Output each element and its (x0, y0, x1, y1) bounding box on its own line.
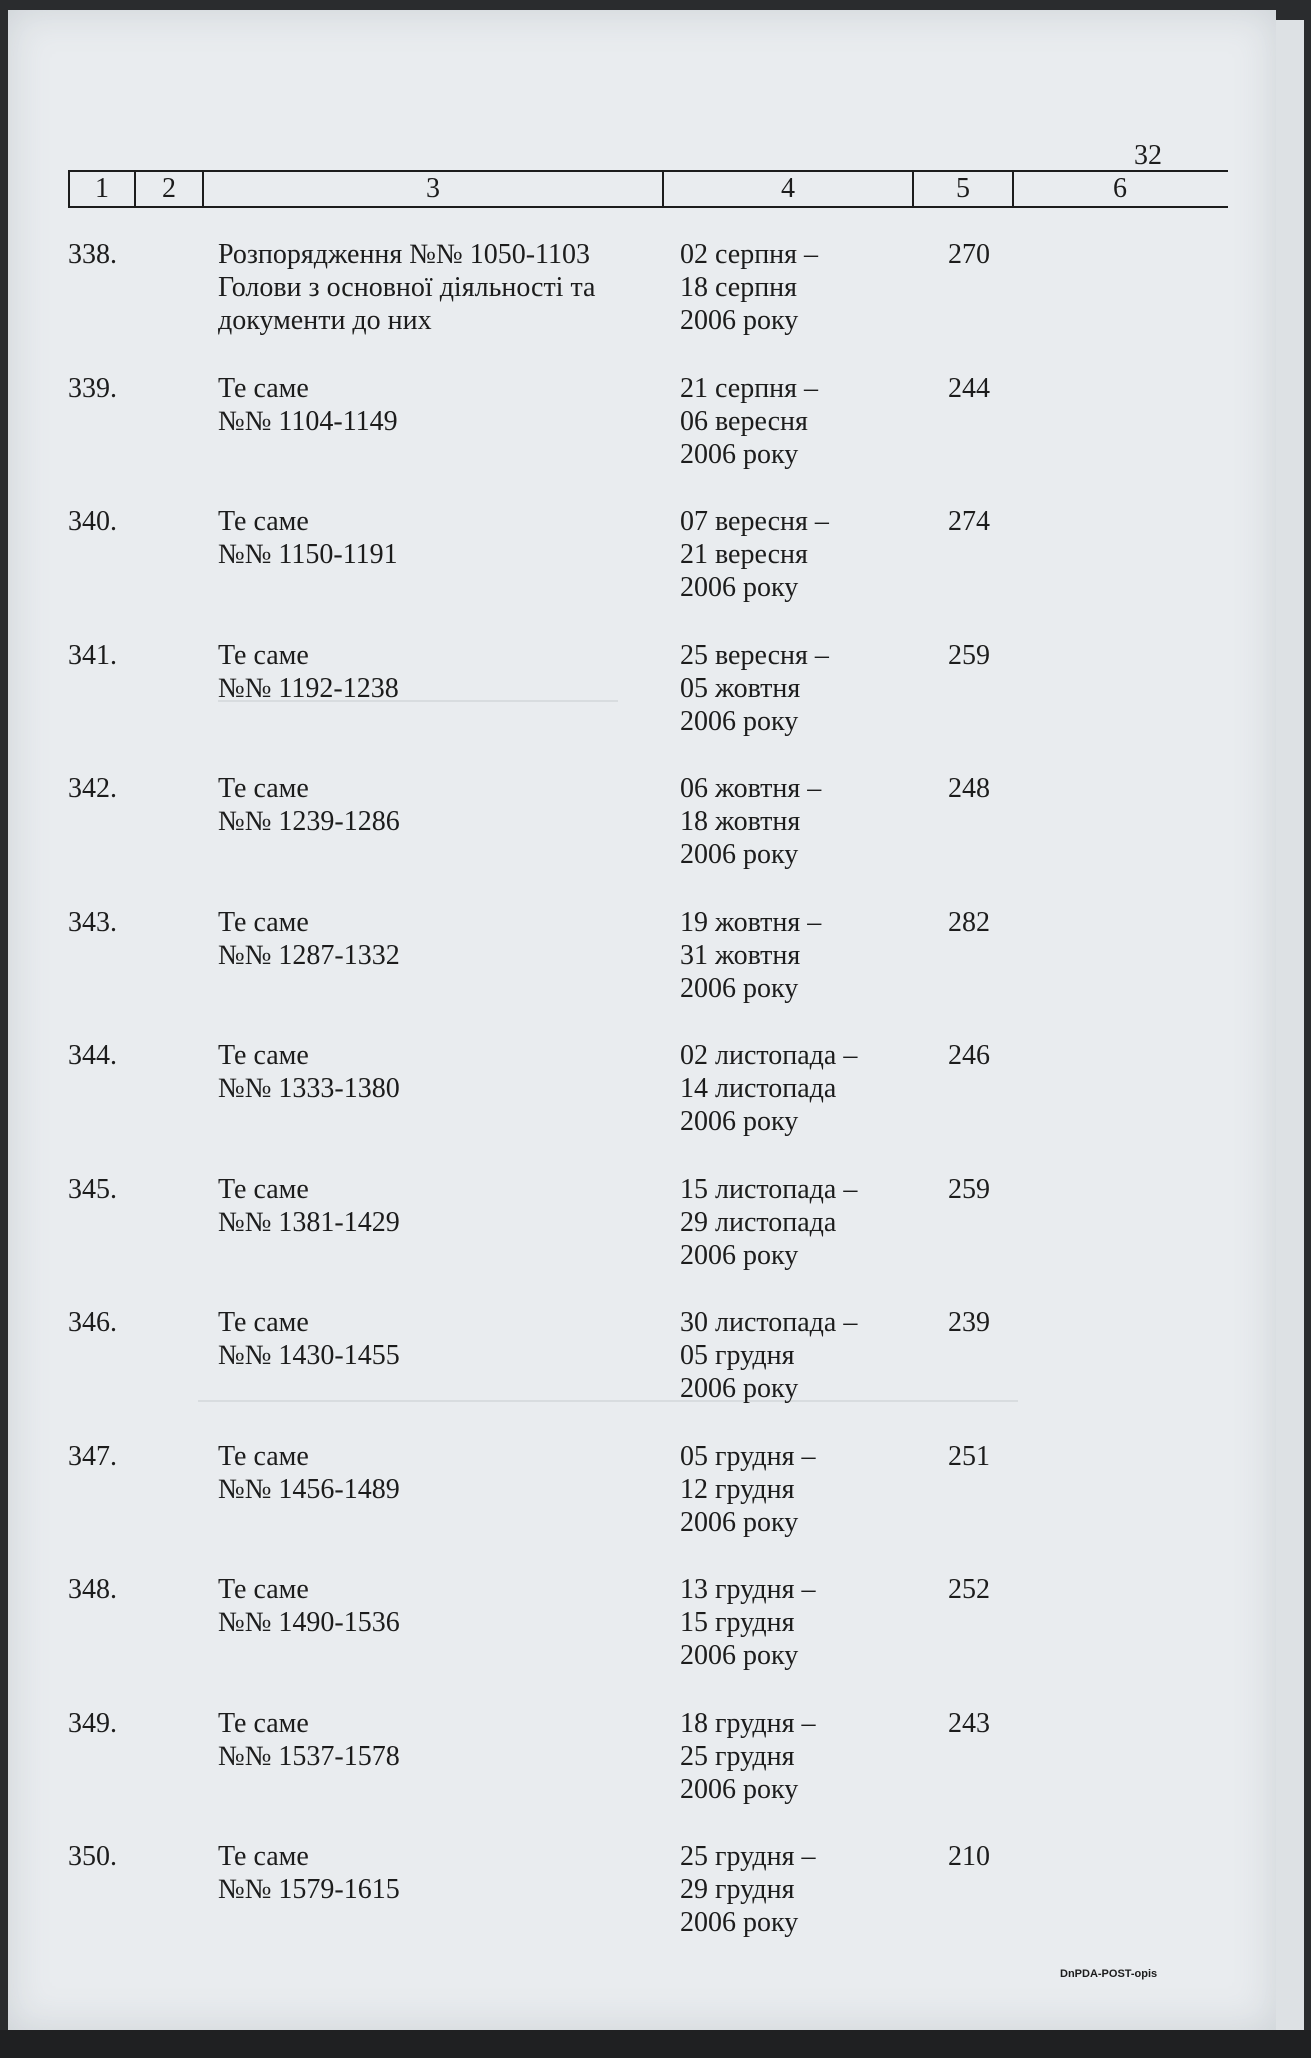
item-date-line: 2006 року (680, 438, 799, 470)
item-number: 348. (68, 1574, 117, 1605)
item-title-line: №№ 1381-1429 (218, 1206, 400, 1238)
item-date-line: 06 вересня (680, 405, 808, 437)
item-sheet-count: 243 (948, 1707, 990, 1739)
table-row (8, 505, 1276, 639)
item-date-line: 2006 року (680, 705, 799, 737)
item-date-line: 2006 року (680, 972, 799, 1004)
document-page (8, 10, 1276, 2030)
table-row (8, 1173, 1276, 1307)
table-row (8, 1707, 1276, 1841)
table-row (8, 238, 1276, 372)
item-number: 349. (68, 1707, 117, 1739)
item-date-line: 19 жовтня – (680, 906, 822, 938)
table-body (8, 238, 1276, 1974)
table-row (8, 1840, 1276, 1974)
item-title (218, 772, 668, 838)
item-number: 342. (68, 773, 117, 804)
item-sheet-count: 274 (948, 506, 990, 537)
item-title (218, 1440, 668, 1506)
item-dates (680, 505, 930, 604)
item-date-line: 29 грудня (680, 1874, 795, 1905)
page-number: 32 (1134, 140, 1162, 171)
header-col-6: 6 (1113, 173, 1127, 204)
item-date-line: 06 жовтня – (680, 773, 822, 804)
scan-background (0, 2030, 1311, 2058)
item-dates (680, 1306, 930, 1405)
item-title-line: документи до них (218, 305, 432, 336)
item-dates (680, 1440, 930, 1539)
item-title (218, 639, 668, 705)
item-date-line: 13 грудня – (680, 1574, 816, 1605)
item-date-line: 2006 року (680, 839, 799, 870)
item-dates (680, 1039, 930, 1138)
item-dates (680, 772, 930, 871)
item-title (218, 238, 668, 337)
item-title-line: Розпорядження №№ 1050-1103 (218, 239, 591, 270)
item-title-line: Те саме (218, 1841, 309, 1872)
header-col-1: 1 (70, 172, 136, 206)
item-sheet-count: 246 (948, 1040, 990, 1071)
item-dates (680, 1707, 930, 1806)
item-title-line: Голови з основної діяльності та (218, 272, 596, 303)
item-date-line: 15 листопада – (680, 1173, 858, 1205)
item-date-line: 2006 року (680, 1373, 799, 1404)
item-date-line: 18 жовтня (680, 806, 801, 837)
item-title-line: №№ 1456-1489 (218, 1473, 400, 1505)
item-date-line: 2006 року (680, 572, 799, 603)
item-number: 346. (68, 1307, 117, 1338)
table-row (8, 772, 1276, 906)
item-number: 338. (68, 239, 117, 270)
item-date-line: 02 листопада – (680, 1040, 858, 1071)
item-date-line: 25 вересня – (680, 639, 829, 671)
item-title (218, 1306, 668, 1372)
item-date-line: 25 грудня – (680, 1841, 816, 1872)
item-sheet-count: 210 (948, 1841, 990, 1872)
table-row (8, 1306, 1276, 1440)
item-title-line: №№ 1239-1286 (218, 806, 400, 837)
item-date-line: 2006 року (680, 1506, 799, 1538)
item-sheet-count: 270 (948, 239, 990, 270)
item-number: 343. (68, 906, 117, 938)
item-sheet-count: 282 (948, 906, 990, 938)
item-dates (680, 372, 930, 471)
table-header (68, 170, 1228, 208)
item-title-line: №№ 1490-1536 (218, 1607, 400, 1638)
item-number: 345. (68, 1173, 117, 1205)
item-title-line: №№ 1192-1238 (218, 672, 399, 704)
item-date-line: 2006 року (680, 1239, 799, 1271)
item-title (218, 1039, 668, 1105)
page-edge (1276, 20, 1304, 2030)
item-sheet-count: 239 (948, 1307, 990, 1338)
item-title-line: Те саме (218, 506, 309, 537)
item-title-line: Те саме (218, 372, 309, 404)
header-col-3: 3 (204, 172, 664, 206)
item-title-line: №№ 1333-1380 (218, 1073, 400, 1104)
item-dates (680, 1173, 930, 1272)
item-dates (680, 1573, 930, 1672)
table-row (8, 906, 1276, 1040)
item-date-line: 05 грудня – (680, 1440, 816, 1472)
item-title-line: Те саме (218, 906, 309, 938)
table-row (8, 1039, 1276, 1173)
item-dates (680, 906, 930, 1005)
header-col-5: 5 (914, 172, 1014, 206)
item-date-line: 05 грудня (680, 1340, 795, 1371)
item-title (218, 1573, 668, 1639)
item-title-line: Те саме (218, 1307, 309, 1338)
item-date-line: 2006 року (680, 1773, 799, 1805)
item-title-line: Те саме (218, 1040, 309, 1071)
item-title-line: Те саме (218, 773, 309, 804)
item-title-line: №№ 1104-1149 (218, 405, 398, 437)
item-sheet-count: 251 (948, 1440, 990, 1472)
item-sheet-count: 244 (948, 372, 990, 404)
item-date-line: 07 вересня – (680, 506, 829, 537)
item-title-line: Те саме (218, 639, 309, 671)
item-sheet-count: 259 (948, 1173, 990, 1205)
item-date-line: 21 серпня – (680, 372, 819, 404)
item-date-line: 2006 року (680, 1106, 799, 1137)
item-date-line: 25 грудня (680, 1740, 795, 1772)
item-date-line: 21 вересня (680, 539, 808, 570)
item-title (218, 505, 668, 571)
item-number: 347. (68, 1440, 117, 1472)
item-title-line: №№ 1537-1578 (218, 1740, 400, 1772)
item-date-line: 12 грудня (680, 1473, 795, 1505)
item-number: 344. (68, 1040, 117, 1071)
table-row (8, 372, 1276, 506)
item-title-line: Те саме (218, 1574, 309, 1605)
archive-stamp: DnPDA-POST-opis (1060, 1968, 1158, 1980)
item-number: 339. (68, 372, 117, 404)
item-date-line: 15 грудня (680, 1607, 795, 1638)
item-date-line: 14 листопада (680, 1073, 837, 1104)
table-row (8, 1573, 1276, 1707)
item-date-line: 02 серпня – (680, 239, 819, 270)
item-sheet-count: 252 (948, 1574, 990, 1605)
table-row (8, 1440, 1276, 1574)
table-row (8, 639, 1276, 773)
header-col-2: 2 (136, 172, 204, 206)
item-title (218, 1707, 668, 1773)
item-date-line: 2006 року (680, 305, 799, 336)
item-number: 341. (68, 639, 117, 671)
item-date-line: 18 грудня – (680, 1707, 816, 1739)
item-title-line: №№ 1287-1332 (218, 939, 400, 971)
item-title-line: Те саме (218, 1173, 309, 1205)
item-title (218, 1173, 668, 1239)
header-col-4: 4 (664, 172, 914, 206)
item-title-line: Те саме (218, 1440, 309, 1472)
item-date-line: 2006 року (680, 1640, 799, 1671)
item-date-line: 05 жовтня (680, 672, 801, 704)
item-title (218, 1840, 668, 1906)
item-title (218, 906, 668, 972)
item-date-line: 2006 року (680, 1907, 799, 1938)
item-dates (680, 639, 930, 738)
item-sheet-count: 259 (948, 639, 990, 671)
item-date-line: 30 листопада – (680, 1307, 858, 1338)
item-title-line: №№ 1430-1455 (218, 1340, 400, 1371)
item-date-line: 29 листопада (680, 1206, 837, 1238)
item-number: 340. (68, 506, 117, 537)
item-dates (680, 238, 930, 337)
item-title-line: №№ 1150-1191 (218, 539, 398, 570)
item-sheet-count: 248 (948, 773, 990, 804)
item-date-line: 31 жовтня (680, 939, 801, 971)
item-title-line: №№ 1579-1615 (218, 1874, 400, 1905)
item-date-line: 18 серпня (680, 272, 798, 303)
item-dates (680, 1840, 930, 1939)
item-title (218, 372, 668, 438)
item-title-line: Те саме (218, 1707, 309, 1739)
item-number: 350. (68, 1841, 117, 1872)
